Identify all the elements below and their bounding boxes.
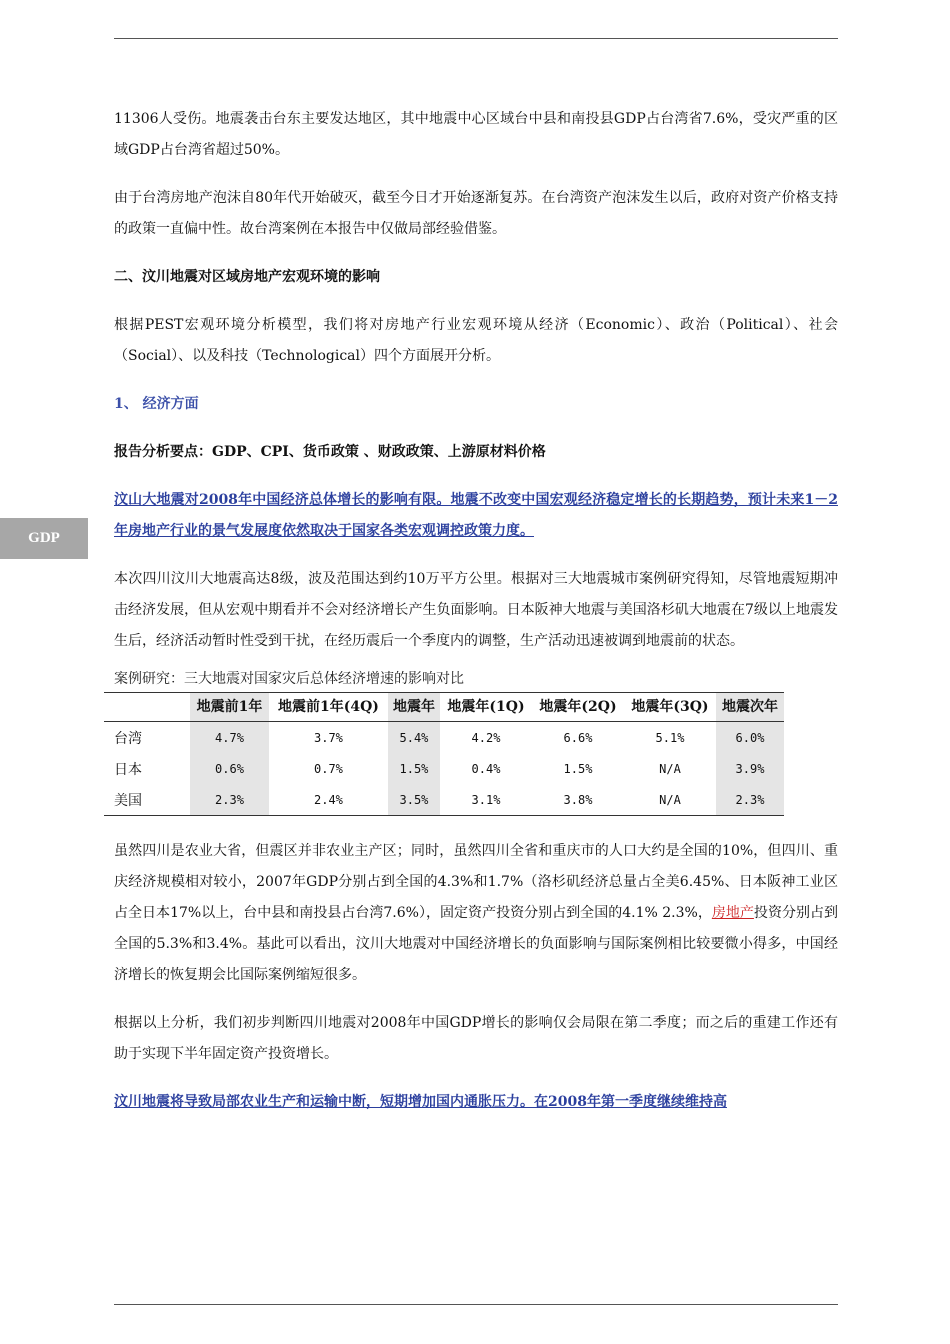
highlight-conclusion-2: 汶川地震将导致局部农业生产和运输中断，短期增加国内通胀压力。在2008年第一季度继续维持高 <box>114 1094 727 1110</box>
table-cell: 1.5% <box>388 753 440 784</box>
table-cell: 2.3% <box>190 784 269 816</box>
footer-rule <box>114 1304 838 1305</box>
table-cell: 5.1% <box>655 730 685 745</box>
table-cell: 2.4% <box>314 792 343 807</box>
table-cell: 6.0% <box>716 722 784 754</box>
table-cell: 3.1% <box>471 792 501 807</box>
table-cell: N/A <box>659 792 681 807</box>
paragraph-taiwan-bubble: 由于台湾房地产泡沫自80年代开始破灭，截至今日才开始逐渐复苏。在台湾资产泡沫发生以后，政府对资产价格支持的政策一直偏中性。故台湾案例在本报告中仅做局部经验借鉴。 <box>114 190 838 237</box>
paragraph-pest: 根据PEST宏观环境分析模型，我们将对房地产行业宏观环境从经济（Economic）、政治（Political）、社会（Social）、以及科技（Technological）四个方面展开分析。 <box>114 317 838 364</box>
table-header-cell: 地震前1年 <box>190 693 269 722</box>
sidebar-tag-gdp: GDP <box>0 518 88 559</box>
table-cell: 2.3% <box>716 784 784 816</box>
table-header-cell: 地震年(1Q) <box>447 699 525 715</box>
table-cell: 0.7% <box>314 761 343 776</box>
paragraph-earthquake-scale: 本次四川汶川大地震高达8级，波及范围达到约10万平方公里。根据对三大地震城市案例研究得知，尽管地震短期冲击经济发展，但从宏观中期看并不会对经济增长产生负面影响。日本阪神大地震与美国洛杉矶大地震在7级以上地震发生后，经济活动暂时性受到干扰，在经历震后一个季度内的调整，生产活动迅速被调到地震前的状态。 <box>114 571 838 649</box>
table-cell: 4.2% <box>471 730 501 745</box>
table-cell: 4.7% <box>190 722 269 754</box>
table-cell: 3.8% <box>563 792 593 807</box>
paragraph-text: 投资分别占到全国的5.3%和3.4%。基此可以看出，汶川大地震对中国经济增长的负面影响与国际案例相比较要微小得多，中国经济增长的恢复期会比国际案例缩短很多。 <box>114 905 839 983</box>
table-header-row <box>104 693 784 722</box>
table-header-cell: 地震前1年(4Q) <box>277 699 379 715</box>
table-header-cell: 地震年 <box>388 693 440 722</box>
highlight-conclusion-1: 汶山大地震对2008年中国经济总体增长的影响有限。地震不改变中国宏观经济稳定增长的长期趋势，预计未来1－2年房地产行业的景气发展度依然取决于国家各类宏观调控政策力度。 <box>114 492 838 539</box>
table-cell: 日本 <box>114 761 142 778</box>
table-header-cell: 地震年(3Q) <box>631 699 709 715</box>
section-heading: 二、汶川地震对区域房地产宏观环境的影响 <box>114 269 380 285</box>
table-header-cell: 地震年(2Q) <box>539 699 617 715</box>
paragraph-sichuan-economy <box>114 836 838 991</box>
table-cell: 5.4% <box>388 722 440 754</box>
table-cell: 3.9% <box>716 753 784 784</box>
table-cell: 3.7% <box>314 730 343 745</box>
paragraph-text: 虽然四川是农业大省，但震区并非农业主产区；同时，虽然四川全省和重庆市的人口大约是全国的10%，但四川、重庆经济规模相对较小，2007年GDP分别占到全国的4.3%和1.7%（洛杉矶经济总量占全美6.45%、日本阪神工业区占全日本17%以上，台中县和南投县占台湾7.6%），固定资产投资分别占到全国的4.1% 2.3%， <box>114 843 838 921</box>
table-header-cell <box>104 693 190 722</box>
table-cell: 0.4% <box>471 761 501 776</box>
table-cell: N/A <box>659 761 681 776</box>
paragraph-preliminary-judgment: 根据以上分析，我们初步判断四川地震对2008年中国GDP增长的影响仅会局限在第二季度；而之后的重建工作还有助于实现下半年固定资产投资增长。 <box>114 1015 838 1062</box>
table-cell: 3.5% <box>388 784 440 816</box>
sub-heading-economy: 1、 经济方面 <box>114 396 199 412</box>
case-study-table <box>104 692 784 816</box>
table-cell: 6.6% <box>563 730 593 745</box>
table-cell: 1.5% <box>563 761 593 776</box>
real-estate-link[interactable]: 房地产 <box>711 905 754 921</box>
document-body <box>114 104 838 1118</box>
key-points: 报告分析要点：GDP、CPI、货币政策 、财政政策、上游原材料价格 <box>114 444 546 460</box>
table-header-cell: 地震次年 <box>716 693 784 722</box>
table-caption: 案例研究：三大地震对国家灾后总体经济增速的影响对比 <box>114 671 464 687</box>
table-row <box>104 753 784 784</box>
table-cell: 0.6% <box>190 753 269 784</box>
paragraph-casualties: 11306人受伤。地震袭击台东主要发达地区，其中地震中心区域台中县和南投县GDP占台湾省7.6%，受灾严重的区域GDP占台湾省超过50%。 <box>114 111 838 158</box>
table-cell: 台湾 <box>114 730 142 747</box>
table-row <box>104 784 784 816</box>
header-rule <box>114 38 838 39</box>
table-row <box>104 722 784 754</box>
table-cell: 美国 <box>114 792 142 809</box>
